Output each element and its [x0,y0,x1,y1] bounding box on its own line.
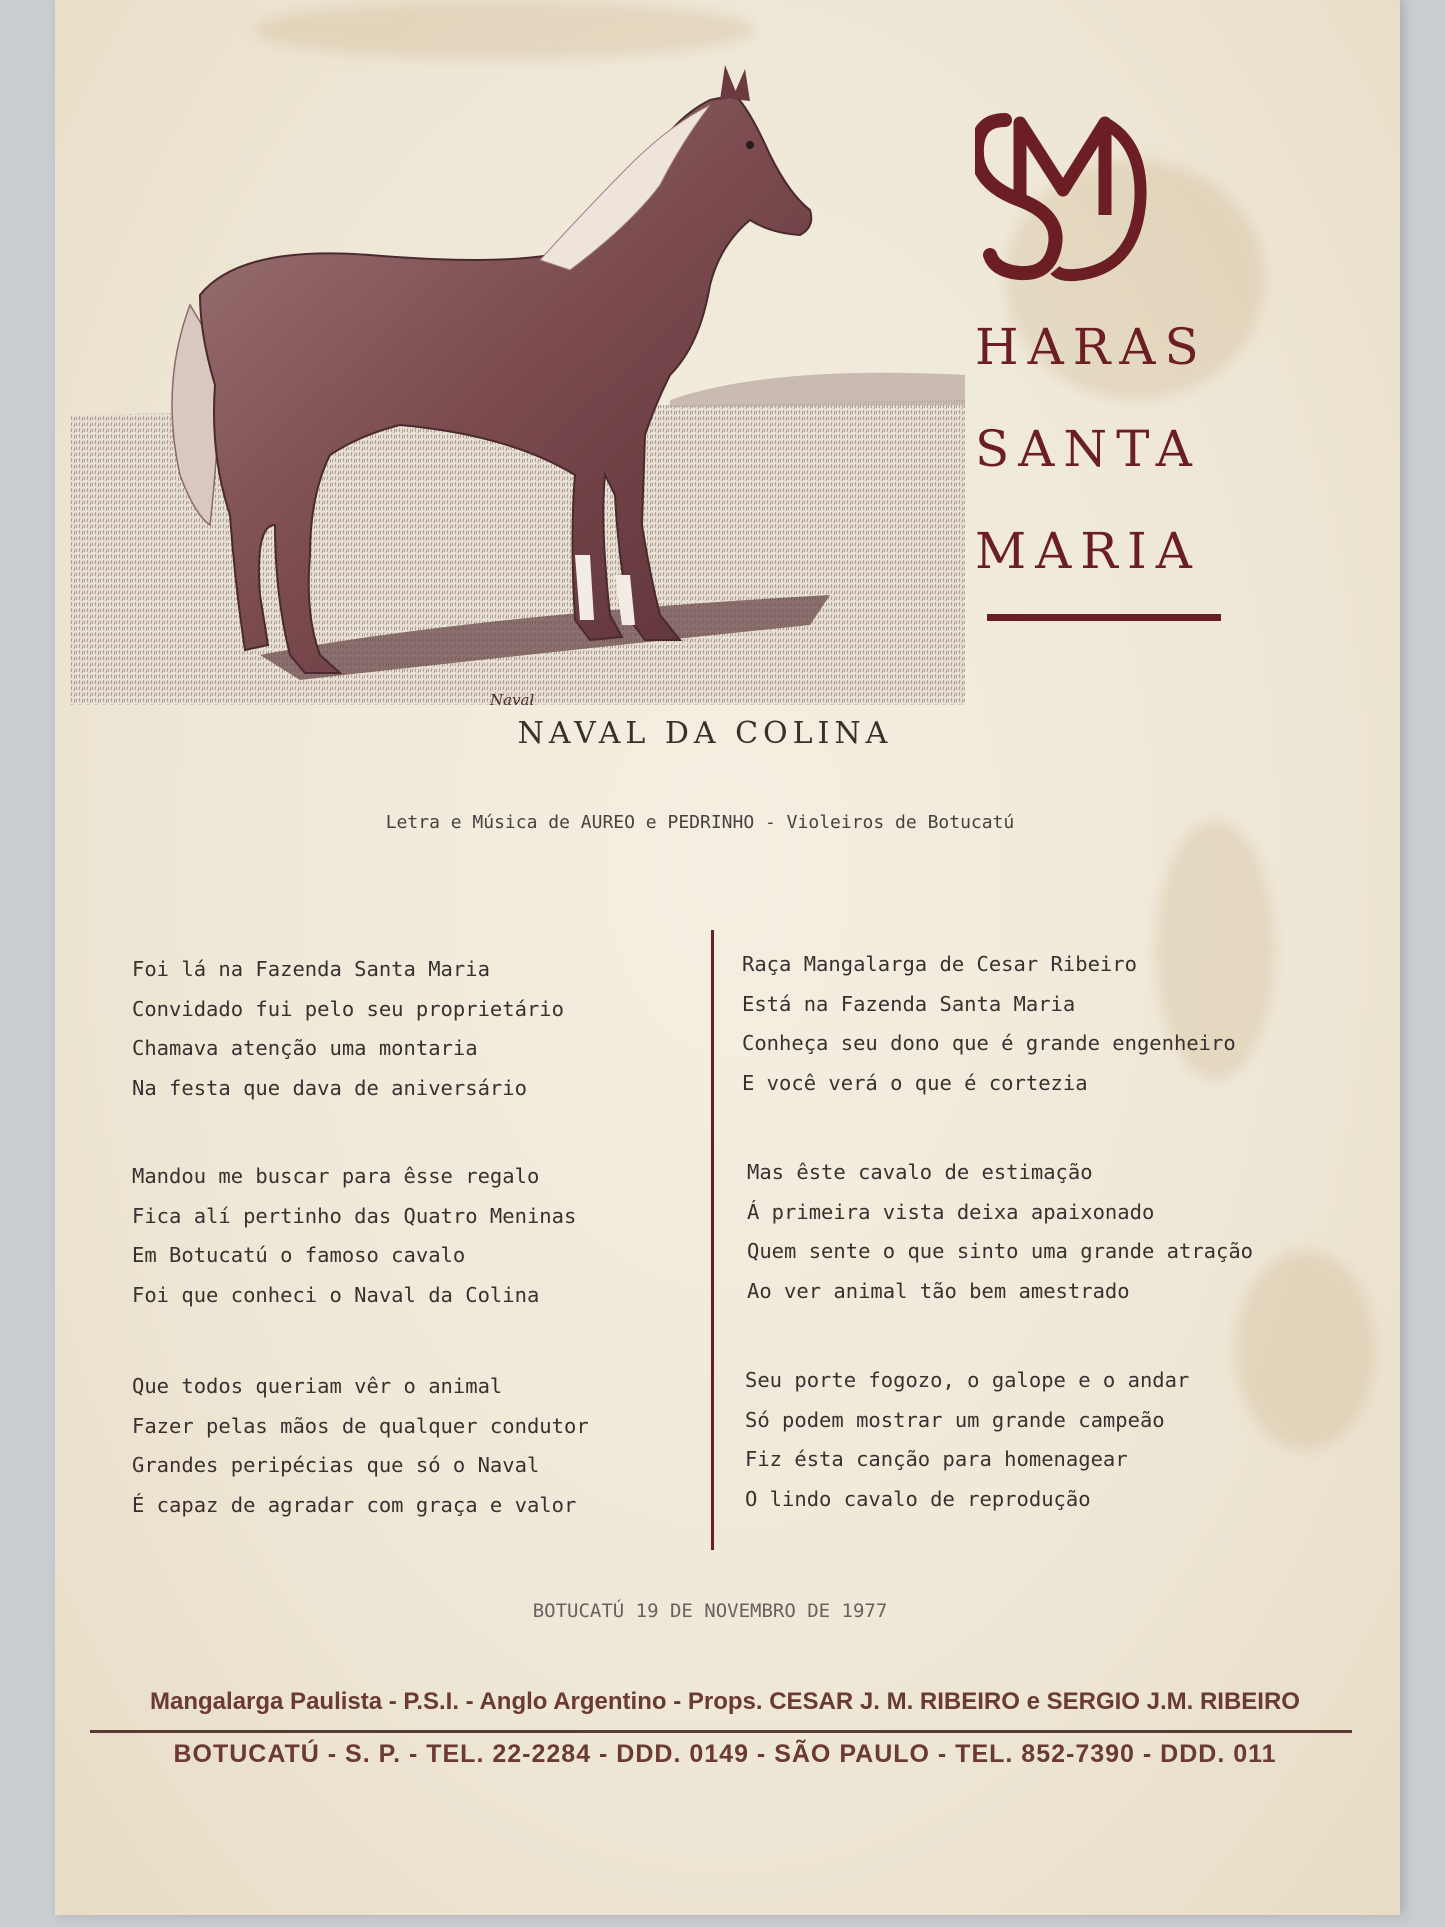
brand-santa: SANTA [975,420,1201,478]
lyric-line: Chamava atenção uma montaria [132,1036,478,1060]
song-credits: Letra e Música de AUREO e PEDRINHO - Violeiros de Botucatú [385,812,1015,833]
lyric-line: Raça Mangalarga de Cesar Ribeiro [742,952,1137,976]
song-title: NAVAL DA COLINA [517,716,893,751]
lyric-line: Conheça seu dono que é grande engenheiro [742,1031,1236,1055]
lyric-line: Foi lá na Fazenda Santa Maria [132,957,490,981]
lyric-line: Mandou me buscar para êsse regalo [132,1164,540,1188]
lyric-line: Ao ver animal tão bem amestrado [747,1278,1130,1303]
lyric-line: Só podem mostrar um grande campeão [745,1407,1165,1432]
horse-illustration [70,55,965,705]
stanza-right-1 [742,945,1236,1103]
horse-ears [720,65,750,101]
date-line: BOTUCATÚ 19 DE NOVEMBRO DE 1977 [532,1600,888,1622]
lyric-line: Mas êste cavalo de estimação [747,1160,1093,1184]
brand-maria: MARIA [975,522,1201,580]
lyric-line: Grandes peripécias que só o Naval [132,1453,540,1477]
footer-rule [90,1730,1352,1733]
paper-stain [255,0,755,60]
lyric-line: É capaz de agradar com graça e valor [132,1492,577,1517]
lyric-line: O lindo cavalo de reprodução [745,1486,1091,1511]
stanza-left-3 [132,1367,589,1525]
stanza-left-2 [132,1157,576,1315]
lyric-line: Fazer pelas mãos de qualquer condutor [132,1413,589,1438]
stanza-left-1 [132,950,564,1108]
lyric-line: Quem sente o que sinto uma grande atração [747,1239,1254,1263]
footer-contacts: BOTUCATÚ - S. P. - TEL. 22-2284 - DDD. 0149 - SÃO PAULO - TEL. 852-7390 - DDD. 011 [173,1740,1277,1768]
lyric-line: Na festa que dava de aniversário [132,1075,527,1100]
paper-stain [1235,1250,1375,1450]
lyric-line: Foi que conheci o Naval da Colina [132,1282,540,1307]
sm-logo [975,105,1150,285]
lyric-line: Em Botucatú o famoso cavalo [132,1243,466,1267]
lyric-line: Que todos queriam vêr o animal [132,1374,503,1398]
lyric-line: Está na Fazenda Santa Maria [742,991,1076,1016]
artist-signature: Naval [490,691,535,705]
lyric-line: Fiz ésta canção para homenagear [745,1447,1128,1471]
lyric-line: Seu porte fogozo, o galope e o andar [745,1368,1190,1392]
brand-underline [987,614,1221,621]
lyric-line: E você verá o que é cortezia [742,1070,1088,1095]
footer-breeds-owners: Mangalarga Paulista - P.S.I. - Anglo Argentino - Props. CESAR J. M. RIBEIRO e SERGIO J.M. RIBEIRO [150,1688,1300,1715]
lyric-line: Á primeira vista deixa apaixonado [747,1199,1155,1224]
column-divider [711,930,714,1550]
stanza-right-2 [747,1153,1253,1311]
treeline [670,373,965,407]
horse-eye [746,141,754,149]
stanza-right-3 [745,1361,1189,1519]
lyric-line: Convidado fui pelo seu proprietário [132,996,564,1021]
lyric-line: Fica alí pertinho das Quatro Meninas [132,1203,577,1228]
brand-haras: HARAS [975,318,1208,376]
